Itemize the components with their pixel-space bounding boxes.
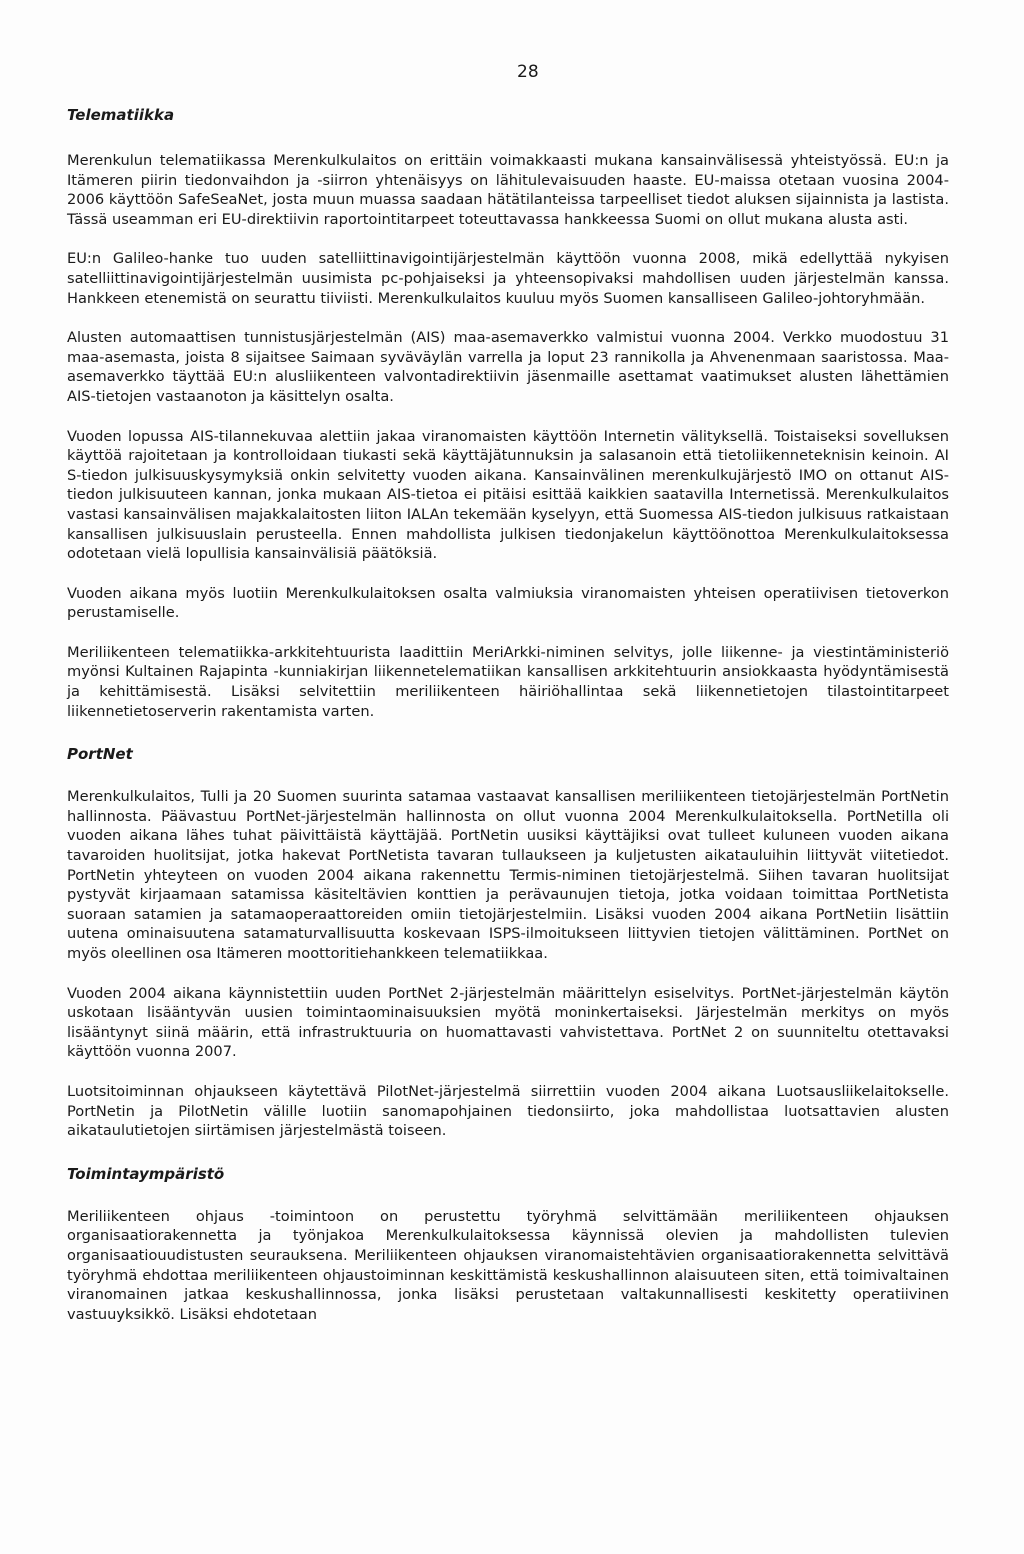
paragraph: Vuoden aikana myös luotiin Merenkulkulaitoksen osalta valmiuksia viranomaisten yhteisen operatiivisen tietoverkon perustamiselle.: [67, 584, 949, 622]
paragraph: Merenkulkulaitos, Tulli ja 20 Suomen suurinta satamaa vastaavat kansallisen meriliikenteen tietojärjestelmän PortNetin hallinnosta. Päävastuu PortNet-järjestelmän hallinnosta on ollut vuonna 2004 Merenkulkulaitoksella. PortNetilla oli vuoden aikana lähes tuhat päivittäistä käyttäjää. PortNetin uusiksi käyttäjiksi ovat tulleet kuluneen vuoden aikana tavaroiden huolitsijat, jotka hakevat PortNetista tavaran tullaukseen ja kuljetusten aikatauluihin liittyvät viitetiedot. PortNetin yhteyteen on vuoden 2004 aikana rakennettu Termis-niminen tietojärjestelmä. Siihen tavaran huolitsijat pystyvät kirjaamaan satamissa käsiteltävien konttien ja perävaunujen tietoja, jotka voidaan toimittaa PortNetista suoraan satamien ja satamaoperaattoreiden omiin tietojärjestelmiin. Lisäksi vuoden 2004 aikana PortNetiin lisättiin uutena ominaisuutena satamaturvallisuutta koskevaan ISPS-ilmoitukseen liittyvien tietojen välittäminen. PortNet on myös oleellinen osa Itämeren moottoritiehankkeen telematiikkaa.: [67, 788, 949, 962]
document-body: [67, 104, 949, 1344]
paragraph: Luotsitoiminnan ohjaukseen käytettävä PilotNet-järjestelmä siirrettiin vuoden 2004 aikana Luotsausliikelaitokselle. PortNetin ja PilotNetin välille luotiin sanomapohjainen tiedonsiirto, joka mahdollistaa luotsattavien alusten aikataulutietojen siirtämisen järjestelmästä toiseen.: [67, 1082, 949, 1140]
section-heading-toimintaymparisto: Toimintaympäristö: [67, 1164, 225, 1183]
paragraph: Meriliikenteen ohjaus -toimintoon on perustettu työryhmä selvittämään meriliikenteen ohjauksen organisaatiorakennetta ja työnjakoa Merenkulkulaitoksessa käynnissä olevien ja mahdollisten tulevien organisaatiouudistusten seurauksena. Meriliikenteen ohjauksen viranomaistehtävien organisaatiorakennetta selvittävä työryhmä ehdottaa meriliikenteen ohjaustoiminnan keskittämistä keskushallinnon alaisuuteen siten, että toimivaltainen viranomainen jatkaa keskushallinnossa, jonka lisäksi perustetaan valtakunnallisesti keskitetty operatiivinen vastuuyksikkö. Lisäksi ehdotetaan: [67, 1207, 949, 1323]
paragraph: Meriliikenteen telematiikka-arkkitehtuurista laadittiin MeriArkki-niminen selvitys, jolle liikenne- ja viestintäministeriö myönsi Kultainen Rajapinta -kunniakirjan liikennetelematiikan kansallisen arkkitehtuurin ansiokkaasta hyödyntämisestä ja kehittämisestä. Lisäksi selvitettiin meriliikenteen häiriöhallintaa sekä liikennetietojen tilastointitarpeet liikennetietoserverin rakentamista varten.: [67, 643, 949, 720]
paragraph: EU:n Galileo-hanke tuo uuden satelliittinavigointijärjestelmän käyttöön vuonna 2008, mikä edellyttää nykyisen satelliittinavigointijärjestelmän uusimista pc-pohjaiseksi ja yhteensopivaksi mahdollisen uuden järjestelmän kanssa. Hankkeen etenemistä on seurattu tiiviisti. Merenkulkulaitos kuuluu myös Suomen kansalliseen Galileo-johtoryhmään.: [67, 250, 949, 307]
section-heading-telematiikka: Telematiikka: [67, 106, 175, 124]
paragraph: Alusten automaattisen tunnistusjärjestelmän (AIS) maa-asemaverkko valmistui vuonna 2004. Verkko muodostuu 31 maa-asemasta, joista 8 sijaitsee Saimaan syväväylän varrella ja loput 23 rannikolla ja Ahvenenmaan saaristossa. Maa-asemaverkko täyttää EU:n alusliikenteen valvontadirektiivin jäsenmaille asettamat vaatimukset alusten lähettämien AIS-tietojen vastaanoton ja käsittelyn osalta.: [67, 329, 949, 405]
section-heading-portnet: PortNet: [67, 745, 133, 764]
page-number: 28: [517, 62, 539, 82]
paragraph: Vuoden lopussa AIS-tilannekuvaa alettiin jakaa viranomaisten käyttöön Internetin välityksellä. Toistaiseksi sovelluksen käyttöä rajoitetaan ja kontrolloidaan tiukasti sekä käyttäjätunnuksin ja salasanoin että tietoliikenneteknisin keinoin. AI S-tiedon julkisuuskysymyksiä onkin selvitetty vuoden aikana. Kansainvälinen merenkulkujärjestö IMO on ottanut AIS-tiedon julkisuuteen kannan, jonka mukaan AIS-tietoa ei pitäisi esittää kaikkien saatavilla Internetissä. Merenkulkulaitos vastasi kansainvälisen majakkalaitosten liiton IALAn tekemään kyselyyn, että Suomessa AIS-tiedon julkisuus ratkaistaan kansallisen julkisuuslain perusteella. Ennen mahdollista julkisen tiedonjakelun käyttöönottoa Merenkulkulaitoksessa odotetaan vielä lopullisia kansainvälisiä päätöksiä.: [67, 427, 949, 563]
paragraph: Vuoden 2004 aikana käynnistettiin uuden PortNet 2-järjestelmän määrittelyn esiselvitys. PortNet-järjestelmän käytön uskotaan lisääntyvän uusien toimintaominaisuuksien myötä moninkertaiseksi. Järjestelmän merkitys on myös lisääntynyt siinä määrin, että infrastruktuuria on huomattavasti vahvistettava. PortNet 2 on suunniteltu otettavaksi käyttöön vuonna 2007.: [67, 984, 949, 1061]
paragraph: Merenkulun telematiikassa Merenkulkulaitos on erittäin voimakkaasti mukana kansainvälisessä yhteistyössä. EU:n ja Itämeren piirin tiedonvaihdon ja -siirron yhtenäisyys on lähitulevaisuuden haaste. EU-maissa otetaan vuosina 2004-2006 käyttöön SafeSeaNet, josta muun muassa saadaan hätätilanteissa tarpeelliset tiedot aluksen sijainnista ja lastista. Tässä useamman eri EU-direktiivin raportointitarpeet toteuttavassa hankkeessa Suomi on ollut mukana alusta asti.: [67, 152, 949, 228]
